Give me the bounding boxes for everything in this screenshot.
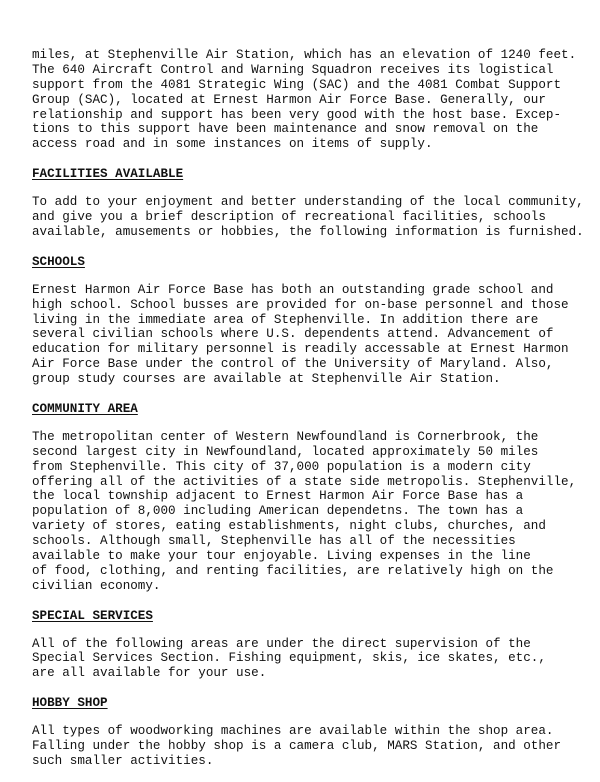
- text-line: of food, clothing, and renting facilities, are relatively high on the: [32, 563, 554, 578]
- text-line: The 640 Aircraft Control and Warning Squadron receives its logistical: [32, 62, 554, 77]
- schools-paragraph: [32, 283, 584, 387]
- text-line: living in the immediate area of Stephenville. In addition there are: [32, 312, 539, 327]
- hobby-shop-heading: HOBBY SHOP: [32, 696, 108, 711]
- text-line: All of the following areas are under the direct supervision of the: [32, 636, 531, 651]
- text-line: miles, at Stephenville Air Station, which has an elevation of 1240 feet.: [32, 48, 577, 62]
- text-line: Special Services Section. Fishing equipment, skis, ice skates, etc.,: [32, 651, 546, 666]
- text-line: second largest city in Newfoundland, located approximately 50 miles: [32, 444, 539, 459]
- text-line: Air Force Base under the control of the University of Maryland. Also,: [32, 357, 554, 372]
- text-line: support from the 4081 Strategic Wing (SAC) and the 4081 Combat Support: [32, 77, 562, 92]
- text-line: The metropolitan center of Western Newfoundland is Cornerbrook, the: [32, 429, 539, 444]
- text-line: Group (SAC), located at Ernest Harmon Air Force Base. Generally, our: [32, 92, 546, 107]
- text-line: group study courses are available at Stephenville Air Station.: [32, 372, 501, 387]
- special-services-paragraph: [32, 637, 584, 682]
- text-line: available to make your tour enjoyable. Living expenses in the line: [32, 548, 531, 563]
- special-services-heading: SPECIAL SERVICES: [32, 608, 153, 623]
- intro-paragraph: [32, 48, 584, 152]
- community-paragraph: [32, 430, 584, 594]
- text-line: civilian economy.: [32, 578, 161, 593]
- text-line: All types of woodworking machines are available within the shop area.: [32, 724, 554, 739]
- facilities-paragraph: [32, 195, 584, 240]
- text-line: schools. Although small, Stephenville has all of the necessities: [32, 534, 516, 549]
- text-line: To add to your enjoyment and better understanding of the local community,: [32, 195, 584, 210]
- text-line: variety of stores, eating establishments, night clubs, churches, and: [32, 519, 546, 534]
- schools-heading: SCHOOLS: [32, 254, 85, 269]
- text-line: Ernest Harmon Air Force Base has both an outstanding grade school and: [32, 282, 554, 297]
- text-line: available, amusements or hobbies, the following information is furnished.: [32, 224, 584, 239]
- text-line: population of 8,000 including American dependetns. The town has a: [32, 504, 524, 519]
- facilities-heading: FACILITIES AVAILABLE: [32, 167, 184, 182]
- text-line: relationship and support has been very good with the host base. Excep-: [32, 107, 562, 122]
- text-line: access road and in some instances on items of supply.: [32, 137, 433, 152]
- text-line: are all available for your use.: [32, 666, 267, 681]
- text-line: high school. School busses are provided for on-base personnel and those: [32, 297, 569, 312]
- text-line: offering all of the activities of a state side metropolis. Stephenville,: [32, 474, 577, 489]
- text-line: tions to this support have been maintenance and snow removal on the: [32, 122, 539, 137]
- text-line: the local township adjacent to Ernest Harmon Air Force Base has a: [32, 489, 524, 504]
- text-line: and give you a brief description of recreational facilities, schools: [32, 210, 546, 225]
- community-heading: COMMUNITY AREA: [32, 401, 138, 416]
- text-line: several civilian schools where U.S. dependents attend. Advancement of: [32, 327, 554, 342]
- text-line: education for military personnel is readily accessable at Ernest Harmon: [32, 342, 569, 357]
- text-line: from Stephenville. This city of 37,000 population is a modern city: [32, 459, 531, 474]
- text-line: Falling under the hobby shop is a camera club, MARS Station, and other: [32, 739, 562, 754]
- hobby-shop-paragraph: [32, 724, 584, 769]
- text-line: such smaller activities.: [32, 753, 214, 768]
